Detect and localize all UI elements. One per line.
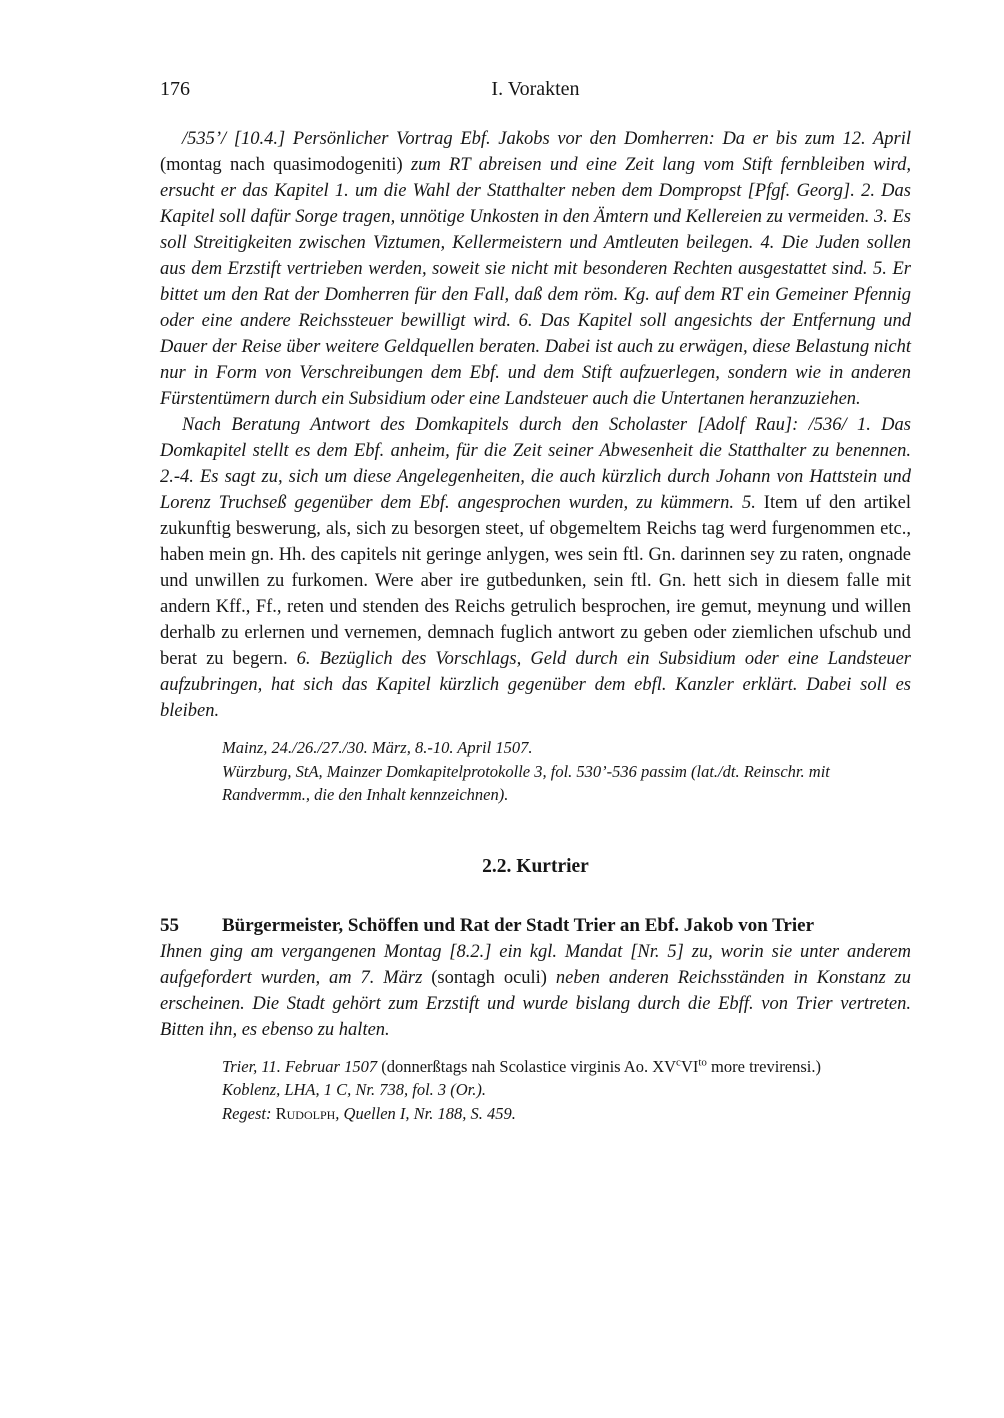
text-run-italic: 6. Bezüglich des Vorschlags, Geld durch ein Subsidium oder eine Landsteuer aufzubringen, hat sich das Kapitel kürzlich gegenüber dem ebfl. Kanzler erklärt. Dabei soll es bleiben.	[160, 649, 911, 721]
text-run-italic: Trier, 11. Februar 1507	[222, 1056, 382, 1076]
source-line-archive	[222, 760, 911, 807]
source-line-archive	[222, 1078, 911, 1102]
text-run-roman: Item uf den artikel zukunftig beswerung, als, sich zu besorgen steet, uf obgemeltem Reichs tag werd furgenommen etc., haben mein gn. Hh. des capitels nit geringe anlygen, wes sein ftl. Gn. darinnen sey zu raten, ongnade und unwillen zu furkomen. Were aber ire gutbedunken, sein ftl. Gn. hett sich in diesem falle mit andern Kff., Ff., reten und stenden des Reichs getrulich besprochen, ire gemut, meynung und willen derhalb zu erlernen und vernemen, demnach fuglich antwort zu geben oder ziemlichen ufschub und berat zu begern.	[160, 493, 911, 669]
entry-55-heading	[160, 913, 911, 939]
page-header	[160, 78, 911, 104]
text-run-italic: , Quellen I, Nr. 188, S. 459.	[335, 1103, 516, 1123]
text-run-italic: Ihnen ging am vergangenen Montag [8.2.] ein kgl. Mandat [Nr. 5] zu, worin sie unter anderem aufgefordert wurden, am 7. März	[160, 941, 911, 988]
source-line-dates	[222, 736, 911, 760]
text-run-italic: zum RT abreisen und eine Zeit lang vom Stift fernbleiben wird, ersucht er das Kapitel 1. um die Wahl der Statthalter neben dem Dompropst [Pfgf. Georg]. 2. Das Kapitel soll dafür Sorge tragen, unnötige Unkosten in den Ämtern und Kellereien zu vermeiden. 3. Es soll Streitigkeiten zwischen Viztumen, Kellermeistern und Amtleuten beilegen. 4. Die Juden sollen aus dem Erzstift vertrieben werden, soweit sie nicht mit besonderen Rechten ausgestattet sind. 5. Er bittet um den Rat der Domherren für den Fall, daß dem röm. Kg. auf dem RT ein Gemeiner Pfennig oder eine andere Reichssteuer bewilligt wird. 6. Das Kapitel soll angesichts der Entfernung und Dauer der Reise über weitere Geldquellen beraten. Dabei ist auch zu erwägen, diese Belastung nicht nur in Form von Verschreibungen dem Ebf. und dem Stift aufzuerlegen, sondern wie in anderen Fürstentümern durch ein Subsidium oder eine Landsteuer auch die Untertanen heranzuziehen.	[160, 155, 911, 409]
text-run-roman: (montag nach quasimodogeniti)	[160, 155, 411, 175]
text-run-superscript: c	[676, 1056, 681, 1068]
text-run-italic: neben anderen Reichsständen in Konstanz zu erscheinen. Die Stadt gehört zum Erzstift und wurde bislang durch die Ebff. von Trier vertreten. Bitten ihn, es ebenso zu halten.	[160, 967, 911, 1040]
text-run-roman: (sontagh oculi)	[431, 967, 556, 988]
entry-54-source-block	[222, 736, 911, 807]
entry-title: Bürgermeister, Schöffen und Rat der Stadt Trier an Ebf. Jakob von Trier	[222, 914, 815, 936]
entry-54-summary-paragraph-2	[160, 412, 911, 724]
text-run-italic: Mainz, 24./26./27./30. März, 8.-10. April 1507.	[222, 738, 533, 757]
text-run-superscript: to	[698, 1056, 707, 1068]
source-line-date	[222, 1055, 911, 1079]
entry-number: 55	[160, 914, 179, 936]
text-run-roman: (donnerßtags nah Scolastice virginis Ao. XV	[381, 1056, 677, 1076]
text-run-italic: Koblenz, LHA, 1 C, Nr. 738, fol. 3 (Or.).	[222, 1080, 487, 1099]
source-line-regest	[222, 1102, 911, 1126]
page-number: 176	[160, 78, 190, 100]
entry-55-source-block	[222, 1055, 911, 1126]
section-heading: 2.2. Kurtrier	[482, 855, 589, 877]
text-run-italic: Regest:	[222, 1103, 276, 1123]
text-run-italic: Würzburg, StA, Mainzer Domkapitelprotokolle 3, fol. 530’-536 passim (lat./dt. Reinschr. mit Randvermm., die den Inhalt kennzeichnen).	[222, 761, 830, 804]
text-run-italic: Nach Beratung Antwort des Domkapitels durch den Scholaster [Adolf Rau]: /536/ 1. Das Domkapitel stellt es dem Ebf. anheim, für die Zeit seiner Abwesenheit die Statthalter zu benennen. 2.-4. Es sagt zu, sich um diese Angelegenheiten, die auch kürzlich durch Johann von Hattstein und Lorenz Truchseß gegenüber dem Ebf. angesprochen wurden, zu kümmern. 5.	[160, 415, 911, 513]
entry-54-summary-paragraph-1	[160, 126, 911, 412]
text-run-smallcaps: Rudolph	[275, 1103, 336, 1123]
text-run-roman: more trevirensi.)	[706, 1056, 822, 1076]
running-title: I. Vorakten	[491, 78, 580, 100]
entry-55-summary-paragraph	[160, 939, 911, 1043]
text-run-italic: /535’/ [10.4.] Persönlicher Vortrag Ebf. Jakobs vor den Domherren: Da er bis zum 12. April	[182, 129, 911, 149]
text-run-roman: VI	[680, 1056, 699, 1076]
